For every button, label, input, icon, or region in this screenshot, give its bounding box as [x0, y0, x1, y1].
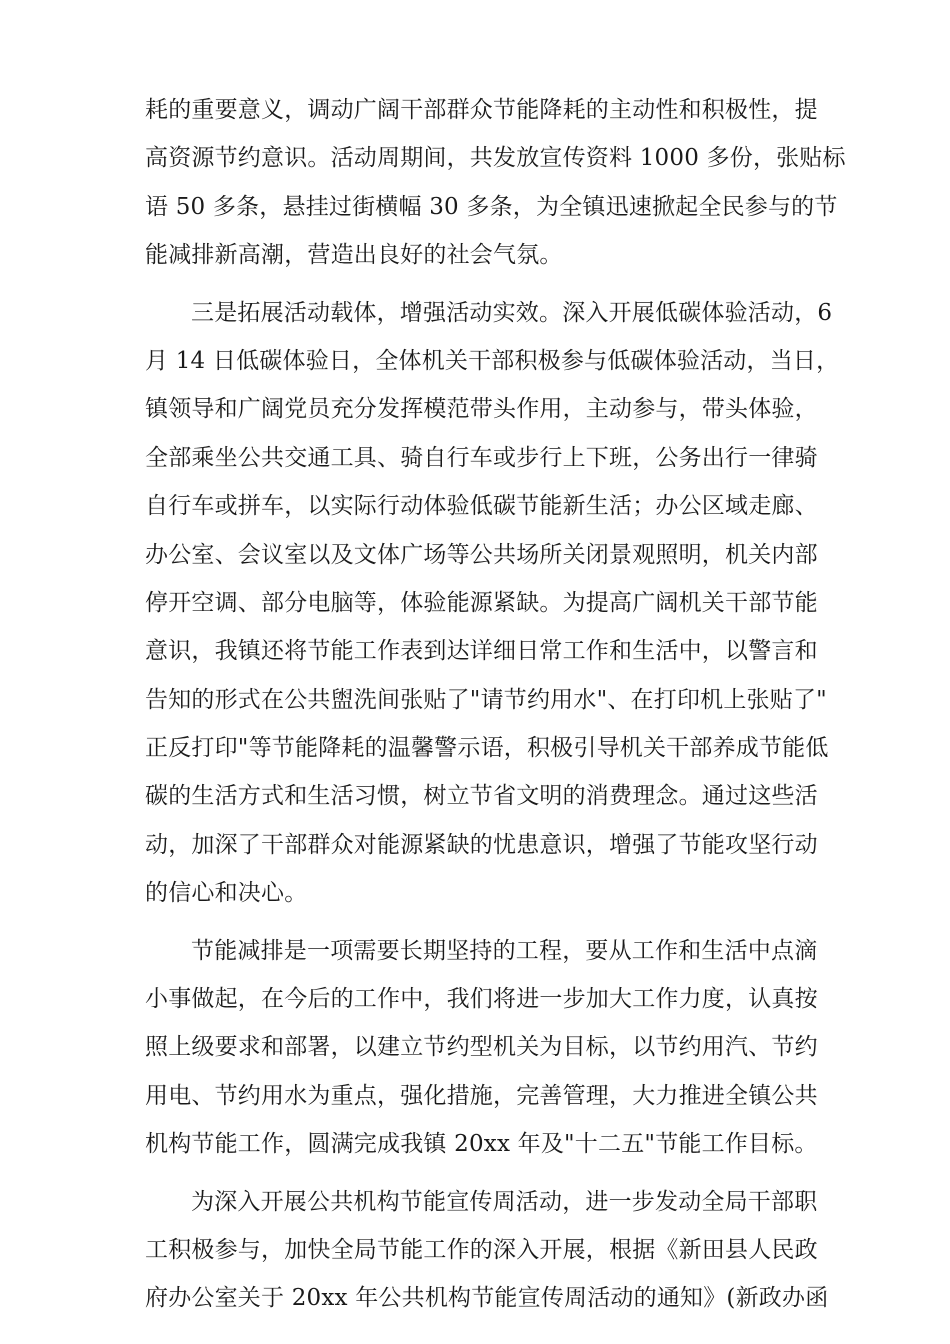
paragraph-line: 动，加深了干部群众对能源紧缺的忧患意识，增强了节能攻坚行动	[145, 831, 818, 858]
paragraph-line: 小事做起，在今后的工作中，我们将进一步加大工作力度，认真按	[145, 986, 818, 1013]
paragraph-line: 高资源节约意识。活动周期间，共发放宣传资料 1000 多份，张贴标	[145, 145, 846, 172]
paragraph-line: 为深入开展公共机构节能宣传周活动，进一步发动全局干部职	[191, 1188, 818, 1215]
paragraph-line: 耗的重要意义，调动广阔干部群众节能降耗的主动性和积极性，提	[145, 97, 818, 123]
paragraph-line: 办公室、会议室以及文体广场等公共场所关闭景观照明，机关内部	[145, 541, 818, 568]
paragraph-gap	[145, 1169, 810, 1178]
paragraph-line: 碳的生活方式和生活习惯，树立节省文明的消费理念。通过这些活	[145, 783, 818, 810]
paragraph-2	[145, 289, 840, 918]
paragraph-line: 意识，我镇还将节能工作表到达详细日常工作和生活中，以警言和	[145, 638, 818, 665]
paragraph-line: 自行车或拼车，以实际行动体验低碳节能新生活；办公区域走廊、	[145, 493, 818, 520]
paragraph-line: 告知的形式在公共盥洗间张贴了"请节约用水"、在打印机上张贴了"	[145, 686, 827, 713]
paragraph-line: 三是拓展活动载体，增强活动实效。深入开展低碳体验活动，6	[191, 299, 833, 326]
paragraph-line: 停开空调、部分电脑等，体验能源紧缺。为提高广阔机关干部节能	[145, 589, 818, 616]
paragraph-line: 全部乘坐公共交通工具、骑自行车或步行上下班，公务出行一律骑	[145, 444, 818, 471]
paragraph-line: 能减排新高潮，营造出良好的社会气氛。	[145, 242, 563, 269]
document-body	[145, 86, 846, 1323]
paragraph-line: 的信心和决心。	[145, 880, 308, 907]
paragraph-3	[145, 927, 818, 1169]
paragraph-line: 节能减排是一项需要长期坚持的工程，要从工作和生活中点滴	[191, 937, 818, 964]
paragraph-line: 用电、节约用水为重点，强化措施，完善管理，大力推进全镇公共	[145, 1082, 818, 1109]
paragraph-line: 机构节能工作，圆满完成我镇 20xx 年及"十二五"节能工作目标。	[145, 1131, 818, 1158]
paragraph-line: 府办公室关于 20xx 年公共机构节能宣传周活动的通知》(新政办函	[145, 1285, 829, 1312]
paragraph-line: 语 50 多条，悬挂过街横幅 30 多条，为全镇迅速掀起全民参与的节	[145, 193, 838, 220]
paragraph-line: 镇领导和广阔党员充分发挥模范带头作用，主动参与，带头体验，	[145, 396, 818, 423]
paragraph-gap	[145, 280, 810, 289]
paragraph-line: 照上级要求和部署，以建立节约型机关为目标，以节约用汽、节约	[145, 1034, 818, 1061]
paragraph-line: 月 14 日低碳体验日，全体机关干部积极参与低碳体验活动，当日，	[145, 347, 840, 374]
paragraph-line: 工积极参与，加快全局节能工作的深入开展，根据《新田县人民政	[145, 1236, 818, 1263]
paragraph-line: 正反打印"等节能降耗的温馨警示语，积极引导机关干部养成节能低	[145, 735, 829, 762]
paragraph-1	[145, 86, 846, 280]
paragraph-gap	[145, 918, 810, 927]
paragraph-4	[145, 1178, 829, 1323]
